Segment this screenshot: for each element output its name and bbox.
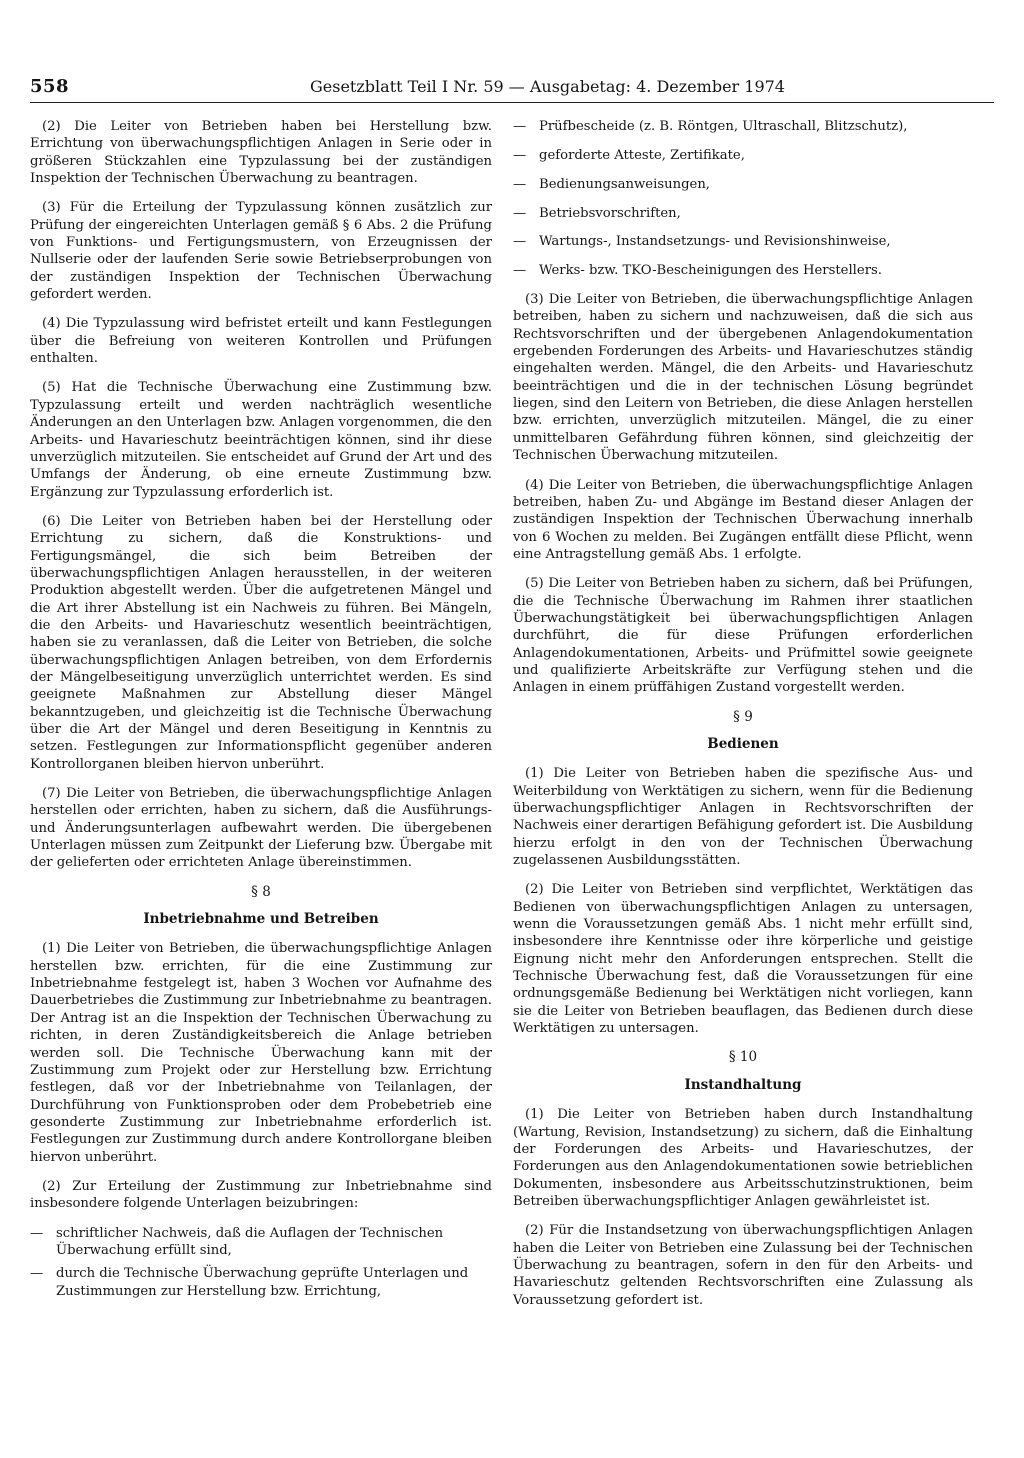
page-header [30,76,994,103]
paragraph: (1) Die Leiter von Betrieben haben durch Instandhaltung (Wartung, Revision, Instandsetzung) zu sichern, daß die Einhaltung der Forderungen des Arbeits- und Havarieschutzes, der Forderungen aus den Anlagendokumentationen sowie betrieblichen Dokumenten, insbesondere aus Arbeitsschutzinstruktionen, beim Betreiben überwachungspflichtiger Anlagen gewährleistet ist. [513,1107,973,1209]
paragraph: (2) Die Leiter von Betrieben haben bei Herstellung bzw. Errichtung von überwachungspflichtigen Anlagen in Serie oder in größeren Stückzahlen eine Typzulassung bei der zuständigen Inspektion der Technischen Überwachung zu beantragen. [30,119,492,187]
list-item: — Wartungs-, Instandsetzungs- und Revisionshinweise, [513,234,891,250]
list-item: — Betriebsvorschriften, [513,205,681,221]
list-item: — geforderte Atteste, Zertifikate, [513,147,745,163]
running-title: Gesetzblatt Teil I Nr. 59 — Ausgabetag: 4. Dezember 1974 [310,77,785,96]
paragraph: (4) Die Typzulassung wird befristet erteilt und kann Festlegungen über die Befreiung von weiteren Kontrollen und Prüfungen enthalten. [30,316,492,367]
paragraph: (5) Die Leiter von Betrieben haben zu sichern, daß bei Prüfungen, die die Technische Überwachung im Rahmen ihrer staatlichen Überwachungstätigkeit bei überwachungspflichtigen Anlagen durchführt, die für diese Prüfungen erforderlichen Anlagendokumentationen, Arbeits- und Prüfmittel sowie geeignete und qualifizierte Arbeitskräfte zur Verfügung stehen und die Anlagen in einem prüffähigen Zustand vorgestellt werden. [513,576,973,696]
list-item: — durch die Technische Überwachung geprüfte Unterlagen und Zustimmungen zur Herstellung bzw. Errichtung, [30,1266,469,1299]
section-heading: Instandhaltung [684,1076,802,1093]
list-item: — Bedienungsanweisungen, [513,176,710,192]
paragraph: (5) Hat die Technische Überwachung eine Zustimmung bzw. Typzulassung erteilt und werden nachträglich wesentliche Änderungen an den Unterlagen bzw. Anlagen vorgenommen, die den Arbeits- und Havarieschutz beeinträchtigen können, sind ihr diese unverzüglich mitzuteilen. Sie entscheidet auf Grund der Art und des Umfangs der Änderung, ob eine erneute Zustimmung bzw. Ergänzung zur Typzulassung erforderlich ist. [30,380,492,500]
paragraph: (7) Die Leiter von Betrieben, die überwachungspflichtige Anlagen herstellen oder errichten, haben zu sichern, daß die Ausführungs- und Änderungsunterlagen aufbewahrt werden. Die übergebenen Unterlagen müssen zum Zeitpunkt der Lieferung bzw. Übergabe mit der gelieferten oder errichteten Anlage übereinstimmen. [30,786,492,871]
left-column [30,118,492,1310]
section-number: § 9 [733,708,753,725]
paragraph: (3) Für die Erteilung der Typzulassung können zusätzlich zur Prüfung der eingereichten Unterlagen gemäß § 6 Abs. 2 die Prüfung von Funktions- und Fertigungsmustern, von Erzeugnissen der Nullserie oder der laufenden Serie sowie Betriebserprobungen von der zuständigen Inspektion der Technischen Überwachung gefordert werden. [30,200,492,303]
paragraph: (2) Zur Erteilung der Zustimmung zur Inbetriebnahme sind insbesondere folgende Unterlagen beizubringen: [30,1178,492,1212]
section-heading: Bedienen [707,735,779,752]
list-item: — Werks- bzw. TKO-Bescheinigungen des Herstellers. [513,263,882,279]
paragraph: (4) Die Leiter von Betrieben, die überwachungspflichtige Anlagen betreiben, haben Zu- und Abgänge im Bestand dieser Anlagen der zuständigen Inspektion der Technischen Überwachung innerhalb von 6 Wochen zu melden. Bei Zugängen entfällt diese Pflicht, wenn eine Antragstellung gemäß Abs. 1 erfolgte. [513,477,973,562]
list-item: — schriftlicher Nachweis, daß die Auflagen der Technischen Überwachung erfüllt sind, [30,1225,444,1258]
paragraph: (1) Die Leiter von Betrieben haben die spezifische Aus- und Weiterbildung von Werktätigen zu sichern, wenn für die Bedienung überwachungspflichtiger Anlagen in Rechtsvorschriften der Nachweis einer derartigen Befähigung gefordert ist. Die Ausbildung hierzu erfolgt in den von der Technischen Überwachung zugelassenen Ausbildungsstätten. [513,766,973,869]
page-number: 558 [30,76,70,97]
list-item: — Prüfbescheide (z. B. Röntgen, Ultraschall, Blitzschutz), [513,119,908,134]
section-number: § 10 [728,1049,758,1066]
paragraph: (2) Die Leiter von Betrieben sind verpflichtet, Werktätigen das Bedienen von überwachungspflichtigen Anlagen zu untersagen, wenn die Voraussetzungen gemäß Abs. 1 nicht mehr erfüllt sind, insbesondere ihre Kenntnisse oder ihre körperliche und geistige Eignung nicht mehr den Anforderungen entsprechen. Stellt die Technische Überwachung fest, daß die Voraussetzungen für eine ordnungsgemäße Bedienung bei Werktätigen nicht vorliegen, kann sie die Leiter von Betrieben beauflagen, das Bedienen durch diese Werktätigen zu untersagen. [513,882,973,1037]
paragraph: (2) Für die Instandsetzung von überwachungspflichtigen Anlagen haben die Leiter von Betrieben eine Zulassung bei der Technischen Überwachung zu beantragen, sofern in den für den Arbeits- und Havarieschutz geltenden Rechtsvorschriften eine Zulassung als Voraussetzung gefordert ist. [513,1223,973,1308]
paragraph: (3) Die Leiter von Betrieben, die überwachungspflichtige Anlagen betreiben, haben zu sichern und nachzuweisen, daß die sich aus Rechtsvorschriften und der übergebenen Anlagendokumentation ergebenden Forderungen des Arbeits- und Havarieschutzes ständig eingehalten werden. Mängel, die den Arbeits- und Havarieschutz beeinträchtigen und die in der technischen Lösung begründet liegen, sind den Leitern von Betrieben, die diese Anlagen herstellen bzw. errichten, unverzüglich mitzuteilen. Mängel, die zu einer unmittelbaren Gefährdung führen können, sind gleichzeitig der Technischen Überwachung mitzuteilen. [513,292,973,464]
document-list-continued [513,118,973,280]
document-list [30,1225,492,1300]
section-heading: Inbetriebnahme und Betreiben [143,911,379,928]
paragraph: (1) Die Leiter von Betrieben, die überwachungspflichtige Anlagen herstellen bzw. errichten, für die eine Zustimmung zur Inbetriebnahme festgelegt ist, haben 3 Wochen vor Aufnahme des Dauerbetriebes die Zustimmung zur Inbetriebnahme zu beantragen. Der Antrag ist an die Inspektion der Technischen Überwachung zu richten, in deren Zuständigkeitsbereich die Anlage betrieben werden soll. Die Technische Überwachung kann mit der Zustimmung zum Projekt oder zur Herstellung bzw. Errichtung festlegen, daß vor der Inbetriebnahme von Teilanlagen, der Durchführung von Funktionsproben oder dem Probebetrieb eine gesonderte Zustimmung zur Inbetriebnahme erforderlich ist. Festlegungen zur Zustimmung durch andere Kontrollorgane bleiben hiervon unberührt. [30,941,492,1165]
paragraph: (6) Die Leiter von Betrieben haben bei der Herstellung oder Errichtung zu sichern, daß die Konstruktions- und Fertigungsmängel, die sich beim Betreiben der überwachungspflichtigen Anlagen herausstellen, in der weiteren Produktion abgestellt werden. Über die aufgetretenen Mängel und die Art ihrer Abstellung ist ein Nachweis zu führen. Bei Mängeln, die den Arbeits- und Havarieschutz wesentlich beeinträchtigen, haben sie zu veranlassen, daß die Leiter von Betrieben, die solche überwachungspflichtigen Anlagen betreiben, von dem Erfordernis der Mängelbeseitigung unverzüglich unterrichtet werden. Es sind geeignete Maßnahmen zur Abstellung dieser Mängel bekanntzugeben, und gleichzeitig ist die Technische Überwachung über die Art der Mängel und deren Beseitigung in Kenntnis zu setzen. Festlegungen zur Informationspflicht gegenüber anderen Kontrollorganen bleiben hiervon unberührt. [30,513,492,772]
section-number: § 8 [251,883,271,900]
right-column [513,118,973,1321]
